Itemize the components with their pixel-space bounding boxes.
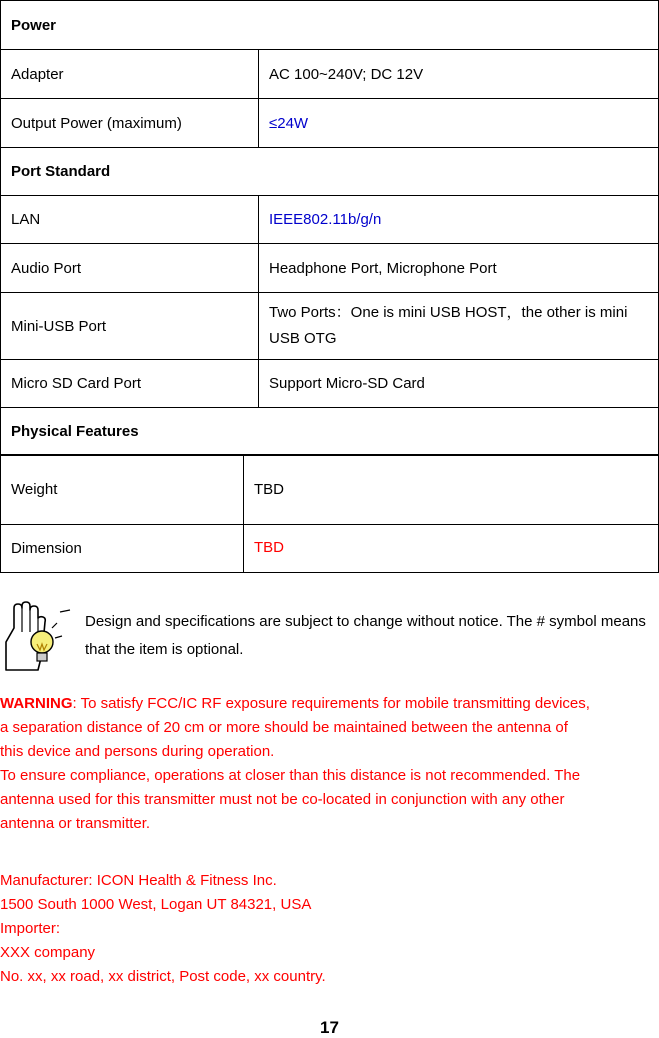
warning-line-3: this device and persons during operation.: [0, 743, 275, 760]
warning-block: [0, 692, 659, 836]
note-text: Design and specifications are subject to change without notice. The # symbol means that the item is optional.: [85, 613, 646, 658]
mini-usb-label: Mini-USB Port: [1, 293, 259, 360]
output-power-value: ≤24W: [259, 99, 659, 148]
table-row: [1, 455, 659, 525]
manufacturer-line-4: XXX company: [0, 944, 96, 961]
hand-lightbulb-icon: [0, 598, 72, 678]
dimension-value: TBD: [244, 525, 659, 573]
physical-table: [0, 454, 659, 573]
table-row: [1, 196, 659, 244]
physical-features-header: Physical Features: [1, 408, 659, 456]
lan-label: LAN: [1, 196, 259, 244]
audio-port-value: Headphone Port, Microphone Port: [259, 244, 659, 293]
sd-card-value: Support Micro-SD Card: [259, 360, 659, 408]
warning-line-1: : To satisfy FCC/IC RF exposure requirements for mobile transmitting devices,: [72, 695, 590, 712]
table-row: [1, 148, 659, 196]
weight-value: TBD: [244, 455, 659, 525]
manufacturer-line-2: 1500 South 1000 West, Logan UT 84321, USA: [0, 896, 312, 913]
page-number: 17: [320, 1018, 339, 1037]
manufacturer-line-5: No. xx, xx road, xx district, Post code, xx country.: [0, 968, 326, 985]
table-row: [1, 293, 659, 360]
spec-table: [0, 0, 659, 456]
table-row: [1, 50, 659, 99]
audio-port-label: Audio Port: [1, 244, 259, 293]
table-row: [1, 1, 659, 50]
warning-line-6: antenna or transmitter.: [0, 815, 151, 832]
table-row: [1, 360, 659, 408]
table-row: [1, 525, 659, 573]
sd-card-label: Micro SD Card Port: [1, 360, 259, 408]
output-power-label: Output Power (maximum): [1, 99, 259, 148]
port-standard-header: Port Standard: [1, 148, 659, 196]
manufacturer-line-3: Importer:: [0, 920, 61, 937]
table-row: [1, 408, 659, 456]
manufacturer-block: [0, 869, 659, 989]
adapter-value: AC 100~240V; DC 12V: [259, 50, 659, 99]
power-header: Power: [1, 1, 659, 50]
lan-value: IEEE802.11b/g/n: [259, 196, 659, 244]
warning-line-4: To ensure compliance, operations at closer than this distance is not recommended. The: [0, 767, 581, 784]
weight-label: Weight: [1, 455, 244, 525]
table-row: [1, 99, 659, 148]
adapter-label: Adapter: [1, 50, 259, 99]
note-block: [0, 598, 659, 678]
warning-label: WARNING: [0, 695, 73, 712]
warning-line-5: antenna used for this transmitter must not be co-located in conjunction with any other: [0, 791, 565, 808]
warning-line-2: a separation distance of 20 cm or more should be maintained between the antenna of: [0, 719, 568, 736]
table-row: [1, 244, 659, 293]
mini-usb-value: Two Ports：One is mini USB HOST，the other is mini USB OTG: [259, 293, 659, 360]
manufacturer-line-1: Manufacturer: ICON Health & Fitness Inc.: [0, 872, 277, 889]
dimension-label: Dimension: [1, 525, 244, 573]
